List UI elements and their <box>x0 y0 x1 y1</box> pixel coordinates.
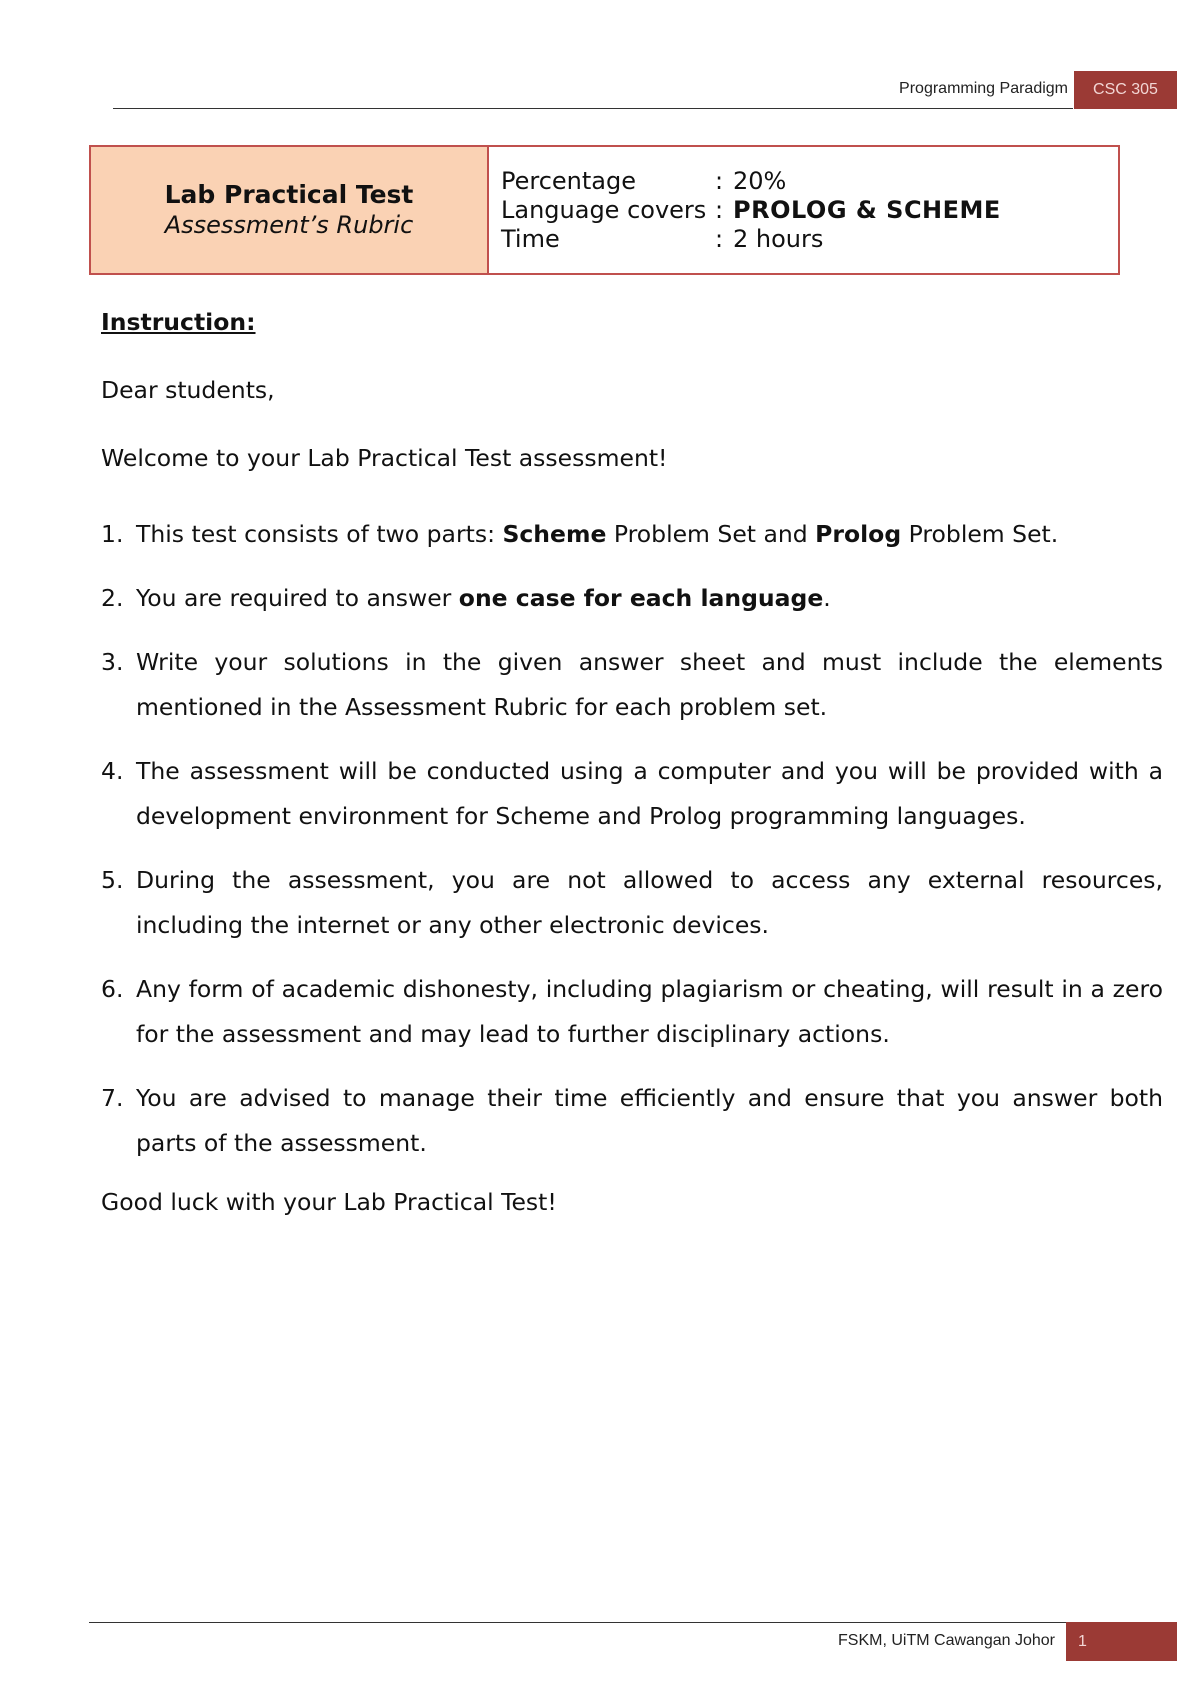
item-number: 5. <box>101 866 124 894</box>
list-item <box>101 512 1163 557</box>
list-item <box>101 967 1163 1057</box>
page-number-badge: 1 <box>1066 1622 1177 1661</box>
list-item <box>101 749 1163 839</box>
detail-value: PROLOG & SCHEME <box>733 196 1001 224</box>
detail-value: 2 hours <box>733 225 824 253</box>
welcome-line: Welcome to your Lab Practical Test assessment! <box>101 444 668 472</box>
list-item <box>101 858 1163 948</box>
instruction-list <box>101 512 1163 1185</box>
assessment-details-cell <box>489 147 1118 273</box>
detail-separator: : <box>715 196 724 224</box>
item-text: This test consists of two parts: Scheme Problem Set and Prolog Problem Set. <box>136 520 1059 548</box>
list-item <box>101 1076 1163 1166</box>
course-code-badge: CSC 305 <box>1074 71 1177 109</box>
greeting: Dear students, <box>101 376 275 404</box>
item-text: Any form of academic dishonesty, including plagiarism or cheating, will result in a zero for the assessment and may lead to further disciplinary actions. <box>136 975 1163 1048</box>
item-text: You are required to answer one case for each language. <box>136 584 831 612</box>
assessment-title: Lab Practical Test <box>164 180 414 209</box>
detail-row-percentage <box>501 167 1118 196</box>
detail-value: 20% <box>733 167 787 195</box>
item-number: 3. <box>101 648 124 676</box>
item-number: 1. <box>101 520 124 548</box>
item-text: Write your solutions in the given answer sheet and must include the elements mentioned in the Assessment Rubric for each problem set. <box>136 648 1163 721</box>
footer-rule <box>89 1622 1066 1623</box>
detail-key: Percentage <box>501 167 637 195</box>
detail-key: Time <box>501 225 560 253</box>
list-item <box>101 640 1163 730</box>
assessment-info-box <box>89 145 1120 275</box>
detail-row-language <box>501 196 1118 225</box>
assessment-subtitle: Assessment’s Rubric <box>164 211 414 239</box>
assessment-title-cell <box>91 147 489 273</box>
instruction-heading: Instruction: <box>101 308 256 336</box>
header-title: Programming Paradigm <box>899 80 1068 97</box>
item-text: During the assessment, you are not allowed to access any external resources, including the internet or any other electronic devices. <box>136 866 1163 939</box>
detail-key: Language covers <box>501 196 707 224</box>
footer-text: FSKM, UiTM Cawangan Johor <box>838 1632 1055 1649</box>
detail-separator: : <box>715 225 724 253</box>
detail-separator: : <box>715 167 724 195</box>
item-text: You are advised to manage their time efficiently and ensure that you answer both parts of the assessment. <box>136 1084 1163 1157</box>
detail-row-time <box>501 225 1118 254</box>
item-number: 6. <box>101 975 124 1003</box>
item-text: The assessment will be conducted using a computer and you will be provided with a development environment for Scheme and Prolog programming languages. <box>136 757 1163 830</box>
closing-line: Good luck with your Lab Practical Test! <box>101 1188 557 1216</box>
list-item <box>101 576 1163 621</box>
item-number: 7. <box>101 1084 124 1112</box>
header-rule <box>113 108 1073 109</box>
item-number: 4. <box>101 757 124 785</box>
item-number: 2. <box>101 584 124 612</box>
